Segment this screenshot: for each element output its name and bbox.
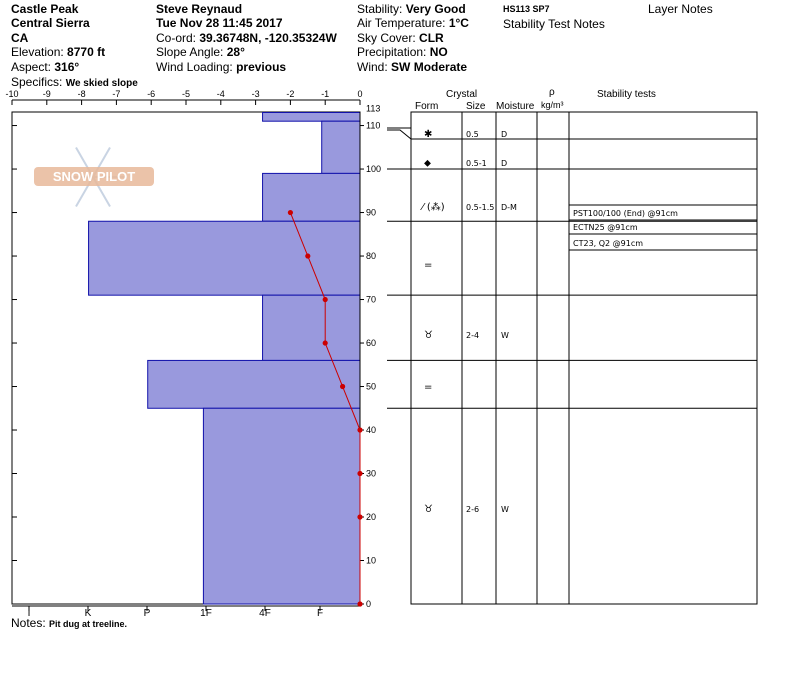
- specifics-value: We skied slope: [65, 78, 138, 89]
- stability-test-notes: Stability Test Notes: [503, 17, 605, 31]
- temperature-tick-label: -7: [112, 89, 121, 99]
- wind-label: Wind:: [357, 60, 388, 74]
- temperature-tick-label: -5: [181, 89, 191, 99]
- height-tick-label: 30: [366, 468, 377, 479]
- layer-moisture-cell: D-M: [501, 203, 517, 212]
- height-tick-label: 113: [366, 103, 381, 114]
- slope-value: 28°: [226, 45, 245, 59]
- layer-size-cell: 2-4: [466, 331, 480, 340]
- layer-size-cell: 0.5-1.5: [466, 203, 495, 212]
- slope-label: Slope Angle:: [156, 45, 224, 59]
- watermark-text: SNOW PILOT: [52, 169, 136, 184]
- precip-value: NO: [429, 45, 448, 59]
- temperature-tick-label: -3: [251, 89, 260, 99]
- range: Central Sierra: [11, 16, 90, 30]
- height-tick-label: 110: [366, 120, 381, 131]
- layer-size-cell: 0.5: [466, 130, 479, 139]
- coord-value: 39.36748N, -120.35324W: [199, 31, 337, 45]
- hardness-bar: [322, 121, 360, 173]
- layer-form-cell: =: [424, 260, 433, 271]
- height-tick-label: 0: [366, 599, 372, 609]
- temperature-point: [340, 384, 345, 389]
- stability-value: Very Good: [405, 2, 466, 16]
- stability-test-text: PST100/100 (End) @91cm: [573, 209, 678, 218]
- aspect-label: Aspect:: [11, 60, 52, 74]
- height-tick-label: 20: [366, 512, 377, 523]
- elevation-label: Elevation:: [11, 45, 64, 59]
- temperature-point: [357, 514, 362, 519]
- stability-test-text: CT23, Q2 @91cm: [573, 239, 644, 248]
- wind-value: SW Moderate: [391, 60, 468, 74]
- temperature-point: [323, 340, 328, 345]
- hardness-bar: [263, 295, 360, 360]
- temperature-point: [357, 427, 362, 432]
- layer-moisture-cell: W: [501, 505, 509, 514]
- air-temp-label: Air Temperature:: [357, 16, 446, 30]
- temperature-tick-label: -2: [286, 89, 295, 99]
- stability-tests-header: Stability tests: [597, 89, 656, 100]
- temperature-point: [323, 297, 328, 302]
- datetime: Tue Nov 28 11:45 2017: [156, 16, 283, 30]
- crystal-header: Crystal: [446, 89, 478, 100]
- layer-form-cell: ♉: [424, 504, 433, 515]
- form-header: Form: [415, 101, 439, 112]
- wind-loading-label: Wind Loading:: [156, 60, 233, 74]
- height-tick-label: 50: [366, 381, 377, 392]
- height-tick-label: 100: [366, 164, 382, 175]
- hardness-tick-label: I: [27, 608, 31, 619]
- temperature-tick-label: -9: [42, 89, 51, 99]
- aspect-value: 316°: [54, 60, 80, 74]
- sky-value: CLR: [419, 31, 444, 45]
- hardness-tick-label: F: [316, 608, 324, 619]
- notes-value: Pit dug at treeline.: [49, 619, 128, 629]
- layer-size-cell: 2-6: [466, 505, 480, 514]
- density-unit-header: kg/m³: [541, 100, 564, 110]
- layer-moisture-cell: D: [501, 130, 508, 139]
- height-tick-label: 60: [366, 338, 377, 349]
- temperature-point: [305, 253, 310, 258]
- layer-form-cell: ✱: [424, 129, 433, 140]
- layer-moisture-cell: W: [501, 331, 509, 340]
- notes-label: Notes:: [11, 616, 46, 630]
- temperature-point: [357, 601, 362, 606]
- layer-form-cell: =: [424, 382, 433, 393]
- height-tick-label: 70: [366, 294, 377, 305]
- temperature-point: [288, 210, 293, 215]
- temperature-tick-label: 0: [357, 89, 363, 99]
- specifics-label: Specifics:: [11, 75, 63, 89]
- layer-table-frame: [411, 112, 757, 604]
- hardness-tick-label: 1F: [200, 608, 212, 619]
- layer-form-cell: ⁄ (⁂): [422, 202, 445, 213]
- moisture-header: Moisture: [496, 101, 535, 112]
- layer-connector: [387, 130, 411, 139]
- layer-notes: Layer Notes: [648, 2, 713, 16]
- pit-id: HS113 SP7: [503, 4, 550, 14]
- hardness-bar: [263, 173, 360, 221]
- stability-label: Stability:: [357, 2, 403, 16]
- hardness-bar: [148, 360, 360, 408]
- height-tick-label: 80: [366, 251, 377, 262]
- layer-form-cell: ♉: [424, 330, 433, 341]
- hardness-tick-label: 4F: [259, 608, 271, 619]
- height-tick-label: 40: [366, 425, 377, 436]
- temperature-tick-label: -10: [5, 89, 19, 99]
- temperature-point: [357, 471, 362, 476]
- observer: Steve Reynaud: [156, 2, 243, 16]
- location: Castle Peak: [11, 2, 79, 16]
- wind-loading-value: previous: [236, 60, 287, 74]
- height-tick-label: 10: [366, 555, 377, 566]
- hardness-bar: [203, 408, 360, 604]
- sky-label: Sky Cover:: [357, 31, 416, 45]
- coord-label: Co-ord:: [156, 31, 197, 45]
- layer-size-cell: 0.5-1: [466, 159, 487, 168]
- temperature-tick-label: -1: [321, 89, 330, 99]
- hardness-bar: [263, 113, 360, 122]
- elevation-value: 8770 ft: [67, 45, 106, 59]
- temperature-tick-label: -4: [216, 89, 225, 99]
- layer-moisture-cell: D: [501, 159, 508, 168]
- layer-form-cell: ⬥: [424, 158, 431, 169]
- height-tick-label: 90: [366, 207, 377, 218]
- stability-test-text: ECTN25 @91cm: [573, 223, 638, 232]
- size-header: Size: [466, 101, 486, 112]
- rho-header: ρ: [549, 87, 555, 98]
- temperature-tick-label: -6: [147, 89, 156, 99]
- hardness-tick-label: K: [84, 608, 92, 619]
- state: CA: [11, 31, 29, 45]
- precip-label: Precipitation:: [357, 45, 427, 59]
- hardness-tick-label: P: [143, 608, 151, 619]
- air-temp-value: 1°C: [448, 16, 469, 30]
- temperature-tick-label: -8: [77, 89, 86, 99]
